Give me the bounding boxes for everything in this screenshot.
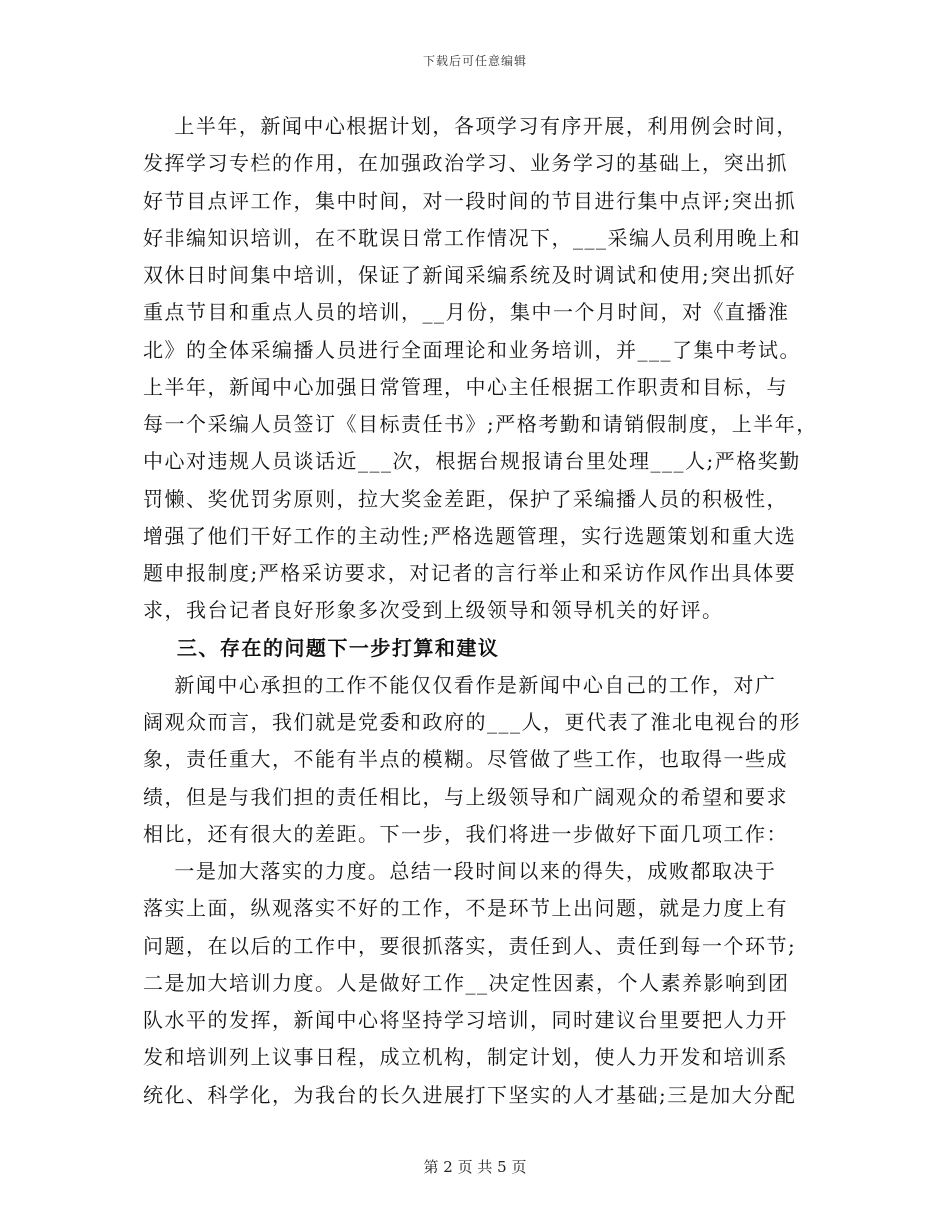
paragraph-line: 好非编知识培训，在不耽误日常工作情况下，___采编人员利用晚上和 xyxy=(143,225,801,250)
paragraph-line: 二是加大培训力度。人是做好工作__决定性因素，个人素养影响到团 xyxy=(143,970,790,995)
paragraph-line: 上半年，新闻中心根据计划，各项学习有序开展，利用例会时间， xyxy=(143,114,798,138)
paragraph-line: 问题，在以后的工作中，要很抓落实，责任到人、责任到每一个环节; xyxy=(143,933,797,958)
paragraph-line: 北》的全体采编播人员进行全面理论和业务培训，并___了集中考试。 xyxy=(143,337,801,362)
section-heading: 三、存在的问题下一步打算和建议 xyxy=(143,635,500,660)
paragraph-line: 队水平的发挥，新闻中心将坚持学习培训，同时建议台里要把人力开 xyxy=(143,1008,788,1032)
paragraph-line: 发和培训列上议事日程，成立机构，制定计划，使人力开发和培训系 xyxy=(143,1045,788,1070)
paragraph-line: 增强了他们干好工作的主动性;严格选题管理，实行选题策划和重大选 xyxy=(143,523,797,548)
paragraph-line: 统化、科学化，为我台的长久进展打下坚实的人才基础;三是加大分配 xyxy=(143,1082,797,1107)
paragraph-line: 题申报制度;严格采访要求，对记者的言行举止和采访作风作出具体要 xyxy=(143,561,797,585)
document-body xyxy=(143,108,818,1114)
paragraph-line: 相比，还有很大的差距。下一步，我们将进一步做好下面几项工作： xyxy=(143,821,788,846)
paragraph-line: 罚懒、奖优罚劣原则，拉大奖金差距，保护了采编播人员的积极性， xyxy=(143,486,788,511)
paragraph-line: 落实上面，纵观落实不好的工作，不是环节上出问题，就是力度上有 xyxy=(143,896,788,921)
paragraph-line: 新闻中心承担的工作不能仅仅看作是新闻中心自己的工作，对广 xyxy=(143,672,777,697)
paragraph-line: 好节目点评工作，集中时间，对一段时间的节目进行集中点评;突出抓 xyxy=(143,188,797,213)
paragraph-line: 阔观众而言，我们就是党委和政府的___人，更代表了淮北电视台的形 xyxy=(143,710,801,734)
paragraph-line: 求，我台记者良好形象多次受到上级领导和领导机关的好评。 xyxy=(143,598,724,623)
paragraph-line: 一是加大落实的力度。总结一段时间以来的得失，成败都取决于 xyxy=(143,859,777,883)
paragraph-line: 上半年，新闻中心加强日常管理，中心主任根据工作职责和目标，与 xyxy=(143,374,788,399)
paragraph-line: 每一个采编人员签订《目标责任书》;严格考勤和请销假制度，上半年， xyxy=(143,412,818,436)
page-number: 第 2 页 共 5 页 xyxy=(423,1158,527,1176)
paragraph-line: 发挥学习专栏的作用，在加强政治学习、业务学习的基础上，突出抓 xyxy=(143,151,788,176)
paragraph-line: 双休日时间集中培训，保证了新闻采编系统及时调试和使用;突出抓好 xyxy=(143,263,797,287)
paragraph-line: 绩，但是与我们担的责任相比，与上级领导和广阔观众的希望和要求 xyxy=(143,784,788,809)
paragraph-line: 中心对违规人员谈话近___次，根据台规报请台里处理___人;严格奖勤 xyxy=(143,449,801,474)
paragraph-line: 象，责任重大，不能有半点的模糊。尽管做了些工作，也取得一些成 xyxy=(143,747,788,772)
page-header: 下载后可任意编辑 xyxy=(422,54,527,68)
paragraph-line: 重点节目和重点人员的培训，__月份，集中一个月时间，对《直播淮 xyxy=(143,300,790,325)
